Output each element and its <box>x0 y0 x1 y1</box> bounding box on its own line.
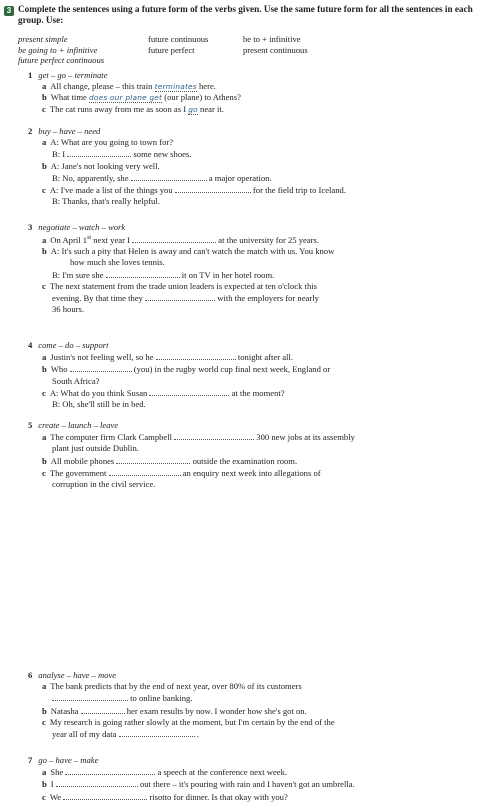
answer-blank[interactable] <box>116 455 190 464</box>
question-text: Natasha <box>50 705 81 716</box>
question-text: for the field trip to Iceland. <box>250 185 346 196</box>
question-text: B: I'm sure she <box>52 269 106 280</box>
question-text: The bank predicts that by the end of next year, over 80% of its customers <box>50 681 302 692</box>
group-verbs: analyse – have – move <box>38 670 117 680</box>
group-number: 1 <box>28 70 33 80</box>
question-text: My research is going rather slowly at the moment, but I'm certain by the end of the <box>49 716 335 727</box>
question-text: a speech at the conference next week. <box>155 767 288 778</box>
answer-blank[interactable] <box>67 148 131 157</box>
question-line <box>70 257 490 268</box>
question-group-2 <box>20 126 490 207</box>
question-text: The government <box>49 467 109 478</box>
question-text: I <box>50 779 56 790</box>
answer-blank[interactable] <box>106 269 180 278</box>
question-text: B: Oh, she'll still be in bed. <box>52 399 146 410</box>
question-group-1 <box>20 70 490 115</box>
question-group-7 <box>20 755 490 803</box>
question-text: . <box>194 729 199 740</box>
question-line <box>42 246 490 257</box>
question-group-3 <box>20 222 490 315</box>
question-text: some new shoes. <box>131 149 192 160</box>
answer-blank[interactable] <box>156 351 236 360</box>
group-verbs: go – have – make <box>38 755 99 765</box>
group-heading <box>28 420 490 431</box>
question-group-5 <box>20 420 490 490</box>
tense-row <box>18 34 398 45</box>
question-line <box>42 233 490 246</box>
answer-blank[interactable] <box>65 766 155 775</box>
question-letter: c <box>42 791 46 802</box>
question-letter: a <box>42 352 47 363</box>
group-verbs: negotiate – watch – work <box>38 222 126 232</box>
question-letter: c <box>42 467 46 478</box>
group-heading <box>28 755 490 766</box>
answer-blank[interactable] <box>175 184 251 193</box>
group-number: 7 <box>28 755 33 765</box>
question-group-6 <box>20 670 490 740</box>
tense-row <box>18 55 398 66</box>
tense-options <box>18 34 398 66</box>
group-number: 6 <box>28 670 33 680</box>
question-text: B: I <box>52 149 68 160</box>
answer-blank[interactable] <box>131 172 207 181</box>
question-group-4 <box>20 340 490 410</box>
tense-option: future perfect <box>148 44 195 55</box>
question-line <box>42 161 490 172</box>
question-text: She <box>50 767 66 778</box>
question-text: risotto for dinner. Is that okay with you? <box>147 791 288 802</box>
question-text: out there – it's pouring with rain and I haven't got an umbrella. <box>137 779 355 790</box>
question-text: here. <box>196 81 216 92</box>
tense-option: present continuous <box>243 44 308 55</box>
question-line <box>52 292 490 304</box>
group-heading <box>28 340 490 351</box>
question-letter: c <box>42 280 46 291</box>
question-line <box>52 443 490 454</box>
question-text: A: What do you think Susan <box>49 387 150 398</box>
question-line <box>42 791 490 803</box>
question-letter: c <box>42 185 46 196</box>
question-text: next year I <box>91 235 133 246</box>
question-text: Who <box>50 364 70 375</box>
question-text: 36 hours. <box>52 304 84 315</box>
question-letter: b <box>42 364 47 375</box>
tense-row <box>18 45 398 56</box>
question-text: South Africa? <box>52 375 100 386</box>
group-verbs: come – do – support <box>38 340 109 350</box>
question-text: evening. By that time they <box>52 293 146 304</box>
question-text: it on TV in her hotel room. <box>179 269 275 280</box>
group-heading <box>28 70 490 81</box>
answer-blank[interactable] <box>63 791 147 800</box>
question-line <box>52 692 490 704</box>
question-line <box>42 766 490 778</box>
question-text: 300 new jobs at its assembly <box>254 432 355 443</box>
question-line <box>52 148 490 160</box>
question-letter: a <box>42 432 47 443</box>
question-line <box>42 778 490 790</box>
answer-blank[interactable] <box>81 705 125 714</box>
group-number: 4 <box>28 340 33 350</box>
group-number: 5 <box>28 420 33 430</box>
question-letter: b <box>42 160 47 171</box>
question-line <box>42 351 490 363</box>
question-text: near it. <box>197 103 224 114</box>
question-line <box>42 92 490 103</box>
handwritten-answer[interactable]: go <box>188 104 198 114</box>
tense-option: be going to + infinitive <box>18 44 98 55</box>
question-text: A: What are you going to town for? <box>50 137 174 148</box>
question-line <box>42 184 490 196</box>
question-letter: a <box>42 235 47 246</box>
handwritten-answer[interactable]: terminates <box>154 82 197 92</box>
answer-blank[interactable] <box>70 363 132 372</box>
question-letter: b <box>42 92 47 103</box>
question-letter: b <box>42 246 47 257</box>
handwritten-answer[interactable]: does our plane get <box>88 93 163 103</box>
question-text: On April 1 <box>50 235 88 246</box>
question-text: year all of my data <box>52 729 119 740</box>
question-text: All change, please – this train <box>50 81 155 92</box>
group-number: 3 <box>28 222 33 232</box>
answer-blank[interactable] <box>149 387 229 396</box>
question-text: A: Jane's not looking very well. <box>50 160 160 171</box>
question-text: What time <box>50 92 89 103</box>
question-text: an enquiry next week into allegations of <box>180 467 321 478</box>
question-text: with the employers for nearly <box>215 293 319 304</box>
answer-blank[interactable] <box>52 692 128 701</box>
question-letter: a <box>42 81 47 92</box>
question-line <box>42 705 490 717</box>
question-text: B: No, apparently, she <box>52 172 131 183</box>
question-letter: c <box>42 716 46 727</box>
question-text: All mobile phones <box>50 455 117 466</box>
group-heading <box>28 670 490 681</box>
question-text: tonight after all. <box>235 352 293 363</box>
question-line <box>42 281 490 292</box>
question-text: The computer firm Clark Campbell <box>50 432 175 443</box>
question-text: at the moment? <box>229 387 285 398</box>
question-line <box>42 81 490 92</box>
answer-blank[interactable] <box>132 234 216 243</box>
group-number: 2 <box>28 126 33 136</box>
question-line <box>42 137 490 148</box>
question-text: (you) in the rugby world cup final next week, England or <box>131 364 331 375</box>
question-line <box>42 104 490 115</box>
question-letter: a <box>42 767 47 778</box>
question-letter: b <box>42 455 47 466</box>
question-letter: a <box>42 137 47 148</box>
question-text: A: It's such a pity that Helen is away and can't watch the match with us. You know <box>50 246 335 257</box>
question-letter: b <box>42 705 47 716</box>
group-verbs: get – go – terminate <box>38 70 108 80</box>
tense-option <box>148 55 243 66</box>
tense-option: future perfect continuous <box>18 55 105 65</box>
group-heading <box>28 126 490 137</box>
group-heading <box>28 222 490 233</box>
tense-option: present simple <box>18 34 68 44</box>
question-line <box>42 455 490 467</box>
exercise-instruction: Complete the sentences using a future form of the verbs given. Use the same future form for all the sentences in each group. Use: <box>18 4 473 25</box>
question-text: The cat runs away from me as soon as I <box>49 103 189 114</box>
question-line <box>42 363 490 375</box>
question-text: to online banking. <box>128 693 193 704</box>
question-line <box>52 399 490 410</box>
question-text: outside the examination room. <box>190 455 298 466</box>
question-line <box>42 717 490 728</box>
question-line <box>52 304 490 315</box>
question-text: (our plane) to Athens? <box>162 92 241 103</box>
exercise-number-badge: 3 <box>4 6 14 16</box>
ordinal-suffix: st <box>87 235 92 242</box>
answer-blank[interactable] <box>145 292 215 301</box>
question-line <box>52 479 490 490</box>
question-text: how much she loves tennis. <box>70 257 165 268</box>
question-text: her exam results by now. I wonder how she's got on. <box>124 705 307 716</box>
question-text: corruption in the civil service. <box>52 479 156 490</box>
answer-blank[interactable] <box>174 431 254 440</box>
question-line <box>52 376 490 387</box>
question-letter: b <box>42 779 47 790</box>
question-text: plant just outside Dublin. <box>52 443 139 454</box>
tense-option: future continuous <box>148 34 209 44</box>
question-text: The next statement from the trade union leaders is expected at ten o'clock this <box>49 280 317 291</box>
group-verbs: create – launch – leave <box>38 420 119 430</box>
question-text: at the university for 25 years. <box>216 235 319 246</box>
answer-blank[interactable] <box>56 778 138 787</box>
tense-option <box>243 55 383 66</box>
question-letter: a <box>42 681 47 692</box>
question-line <box>42 467 490 479</box>
question-line <box>52 269 490 281</box>
answer-blank[interactable] <box>109 467 181 476</box>
question-letter: c <box>42 103 46 114</box>
question-letter: c <box>42 387 46 398</box>
question-text: a major operation. <box>206 172 272 183</box>
answer-blank[interactable] <box>119 728 195 737</box>
question-line <box>52 172 490 184</box>
group-verbs: buy – have – need <box>38 126 101 136</box>
question-line <box>42 387 490 399</box>
question-line <box>42 431 490 443</box>
question-line <box>42 681 490 692</box>
question-text: A: I've made a list of the things you <box>49 185 175 196</box>
question-text: We <box>49 791 64 802</box>
tense-option: be to + infinitive <box>243 34 301 44</box>
question-line <box>52 196 490 207</box>
question-text: Justin's not feeling well, so he <box>50 352 156 363</box>
question-text: B: Thanks, that's really helpful. <box>52 196 160 207</box>
question-line <box>52 728 490 740</box>
